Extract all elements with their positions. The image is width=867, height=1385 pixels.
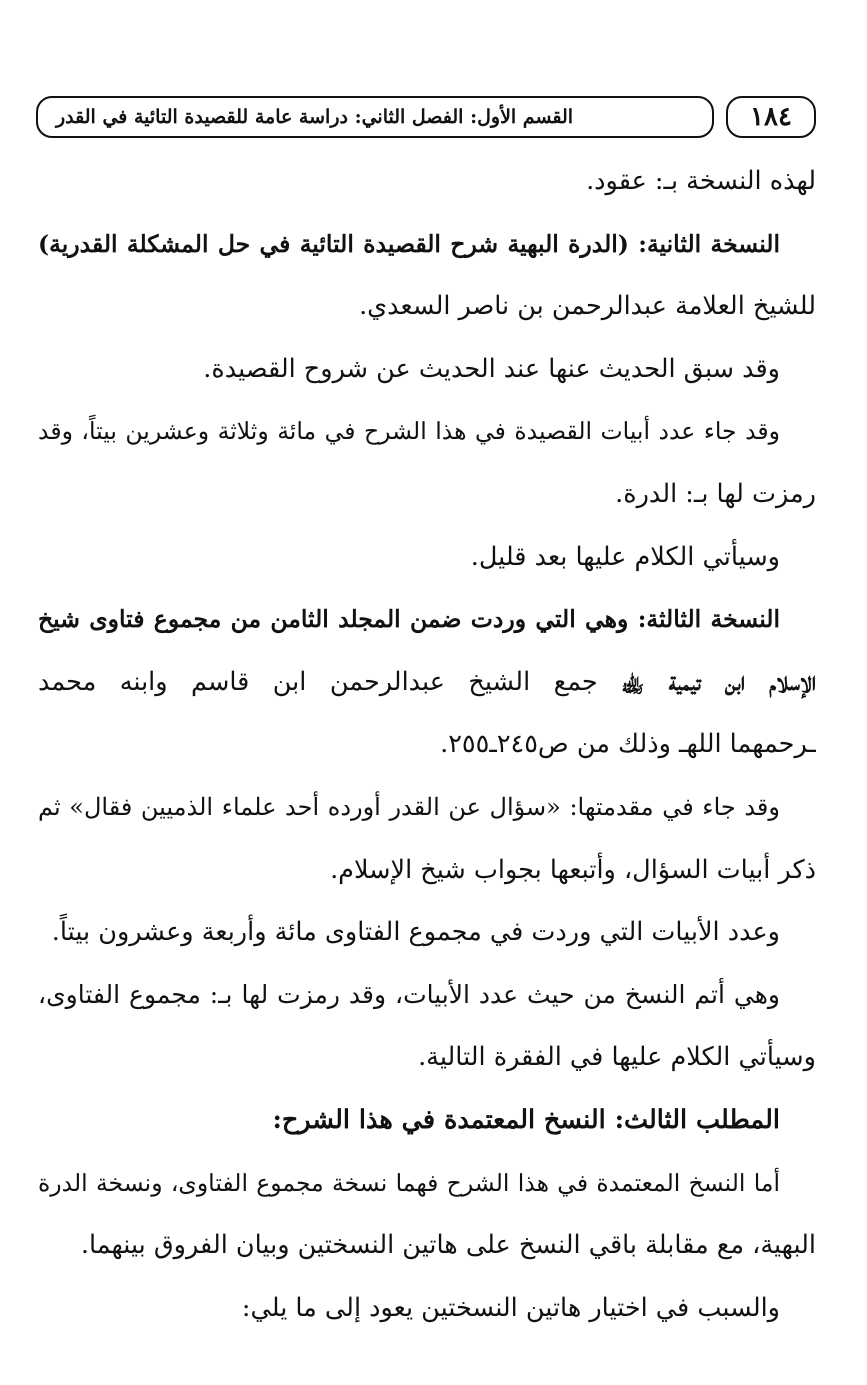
- page-number-box: [726, 96, 816, 138]
- text-line: النسخة الثالثة: وهي التي وردت ضمن المجلد الثامن من مجموع فتاوى شيخ: [38, 605, 780, 634]
- page-number: ١٨٤: [750, 102, 792, 132]
- text-line: للشيخ العلامة عبدالرحمن بن ناصر السعدي.: [359, 291, 816, 322]
- text-line: رمزت لها بـ: الدرة.: [615, 478, 816, 509]
- text-line: الإسلام ابن تيمية ﵀ جمع الشيخ عبدالرحمن ابن قاسم وابنه محمد: [38, 666, 816, 697]
- page-header: [36, 96, 816, 142]
- body-text: [38, 150, 816, 1339]
- text-line: وسيأتي الكلام عليها بعد قليل.: [470, 541, 780, 572]
- text-line: وعدد الأبيات التي وردت في مجموع الفتاوى مائة وأربعة وعشرون بيتاً.: [51, 917, 780, 948]
- text-line: وسيأتي الكلام عليها في الفقرة التالية.: [418, 1042, 816, 1073]
- text-line: والسبب في اختيار هاتين النسختين يعود إلى ما يلي:: [241, 1292, 780, 1323]
- text-line: النسخة الثانية: (الدرة البهية شرح القصيدة التائية في حل المشكلة القدرية): [38, 229, 780, 258]
- text-line: ـرحمهما اللهـ وذلك من ص٢٤٥ـ٢٥٥.: [440, 729, 816, 760]
- text-line: لهذه النسخة بـ: عقود.: [586, 166, 816, 196]
- text-line: وقد سبق الحديث عنها عند الحديث عن شروح القصيدة.: [203, 353, 780, 384]
- text-line: وقد جاء في مقدمتها: «سؤال عن القدر أورده أحد علماء الذميين فقال» ثم: [38, 792, 780, 821]
- section-heading: المطلب الثالث: النسخ المعتمدة في هذا الشرح:: [272, 1104, 780, 1135]
- text-line: وقد جاء عدد أبيات القصيدة في هذا الشرح في مائة وثلاثة وعشرين بيتاً، وقد: [38, 417, 780, 446]
- running-title: القسم الأول: الفصل الثاني: دراسة عامة للقصيدة التائية في القدر: [56, 106, 574, 128]
- running-title-box: [36, 96, 714, 138]
- text-line: البهية، مع مقابلة باقي النسخ على هاتين النسختين وبيان الفروق بينهما.: [80, 1230, 816, 1261]
- text-line: أما النسخ المعتمدة في هذا الشرح فهما نسخة مجموع الفتاوى، ونسخة الدرة: [38, 1168, 780, 1197]
- text-line: وهي أتم النسخ من حيث عدد الأبيات، وقد رمزت لها بـ: مجموع الفتاوى،: [38, 979, 780, 1009]
- text-line: ذكر أبيات السؤال، وأتبعها بجواب شيخ الإسلام.: [330, 854, 816, 885]
